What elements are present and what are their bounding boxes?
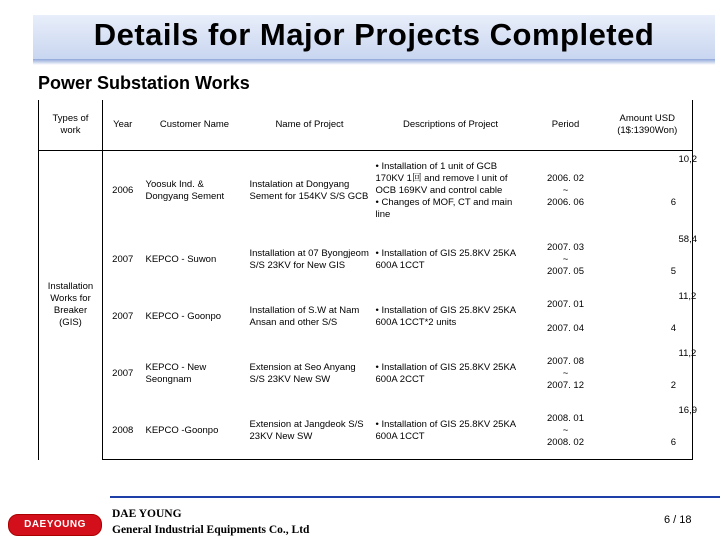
months-value: 6 <box>670 436 676 448</box>
customer-cell: Yoosuk Ind. & Dongyang Sement <box>145 179 225 202</box>
header-year: Year <box>103 100 143 151</box>
months-value: 5 <box>670 265 676 277</box>
page-number: 6 / 18 <box>664 514 692 526</box>
project-cell: Extension at Jangdeok S/S 23KV New SW <box>247 402 373 460</box>
year-cell: 2007 <box>112 253 134 265</box>
desc-line: • Installation of GIS 25.8KV 25KA 600A 2CCT <box>375 361 516 385</box>
period-sep <box>532 311 600 323</box>
period-sep: ~ <box>562 424 569 436</box>
table-row <box>39 345 693 402</box>
desc-cell <box>373 151 529 232</box>
footer <box>0 496 720 540</box>
type-of-work-cell: Installation Works for Breaker (GIS) <box>39 151 103 460</box>
customer-cell: KEPCO - Goonpo <box>145 310 222 322</box>
amount-value: 58,4 <box>678 234 697 245</box>
months-value: 6 <box>670 197 676 208</box>
customer-cell: KEPCO - Suwon <box>145 253 217 265</box>
header-amount: Amount USD (1$:1390Won) <box>603 100 693 151</box>
table-header-row <box>39 100 693 151</box>
table-body <box>39 151 697 460</box>
desc-line: • Changes of MOF, CT and main line <box>375 197 513 220</box>
company-line1: DAE YOUNG <box>112 508 182 520</box>
company-name <box>112 506 309 538</box>
year-cell: 2008 <box>103 402 143 460</box>
company-logo: DAEYOUNG <box>8 514 102 536</box>
header-period: Period <box>529 100 603 151</box>
period-cell <box>529 151 603 232</box>
header-desc: Descriptions of Project <box>373 100 529 151</box>
amount-cell <box>603 231 697 288</box>
header-project: Name of Project <box>247 100 373 151</box>
table-row <box>39 231 693 288</box>
table-row <box>39 402 693 460</box>
amount-cell <box>603 151 697 232</box>
period-start: 2007. 01 <box>547 298 584 310</box>
desc-line: • Installation of GIS 25.8KV 25KA 600A 1CCT <box>375 247 516 271</box>
period-cell <box>529 288 603 345</box>
year-cell: 2007 <box>112 310 134 322</box>
amount-value: 11,2 <box>678 291 697 302</box>
period-sep: ~ <box>562 185 569 196</box>
period-sep: ~ <box>562 253 569 265</box>
project-cell: Extension at Seo Anyang S/S 23KV New SW <box>249 361 356 385</box>
amount-value: 16,9 <box>678 405 697 416</box>
period-start: 2006. 02 <box>547 173 584 184</box>
period-end: 2007. 04 <box>547 322 584 334</box>
project-cell: Installation at 07 Byongjeom S/S 23KV for New GIS <box>249 247 369 271</box>
period-start: 2007. 08 <box>547 355 584 367</box>
header-customer: Customer Name <box>143 100 247 151</box>
months-value: 2 <box>670 379 676 391</box>
table-row <box>39 151 693 232</box>
projects-table <box>38 100 697 460</box>
amount-cell <box>603 345 697 402</box>
footer-rule <box>110 496 720 498</box>
header-type: Types of work <box>39 100 103 151</box>
period-end: 2006. 06 <box>547 197 584 208</box>
desc-line: • Installation of GIS 25.8KV 25KA 600A 1CCT*2 units <box>375 304 516 328</box>
desc-cell <box>373 402 529 460</box>
months-value: 4 <box>670 322 676 334</box>
year-cell: 2007 <box>112 367 134 379</box>
desc-cell <box>373 345 529 402</box>
table-row <box>39 288 693 345</box>
amount-value: 10,2 <box>678 154 697 165</box>
desc-line: • Installation of GIS 25.8KV 25KA 600A 1CCT <box>375 418 516 442</box>
period-end: 2007. 05 <box>547 265 584 277</box>
period-end: 2007. 12 <box>547 379 584 391</box>
amount-cell <box>603 288 697 345</box>
company-line2: General Industrial Equipments Co., Ltd <box>112 524 310 536</box>
period-cell <box>529 231 603 288</box>
period-end: 2008. 02 <box>547 436 584 448</box>
page-title: Details for Major Projects Completed <box>93 17 655 52</box>
desc-line: • Installation of 1 unit of GCB 170KV 1回 and remove l unit of OCB 169KV and control cable <box>375 161 508 196</box>
section-subtitle: Power Substation Works <box>38 73 250 93</box>
customer-cell: KEPCO - New Seongnam <box>145 361 207 385</box>
customer-cell: KEPCO -Goonpo <box>143 402 247 460</box>
amount-value: 11,2 <box>678 348 697 359</box>
project-cell: Installation of S.W at Nam Ansan and other S/S <box>249 304 360 328</box>
amount-cell <box>603 402 697 460</box>
period-sep: ~ <box>562 367 569 379</box>
period-cell <box>529 402 603 460</box>
desc-cell <box>373 231 529 288</box>
title-bar <box>33 15 715 59</box>
project-cell: Instalation at Dongyang Sement for 154KV S/S GCB <box>249 179 369 202</box>
period-start: 2008. 01 <box>547 412 584 424</box>
year-cell: 2006 <box>112 185 134 196</box>
desc-cell <box>373 288 529 345</box>
period-cell <box>529 345 603 402</box>
period-start: 2007. 03 <box>547 241 584 253</box>
title-shadow <box>33 59 715 65</box>
